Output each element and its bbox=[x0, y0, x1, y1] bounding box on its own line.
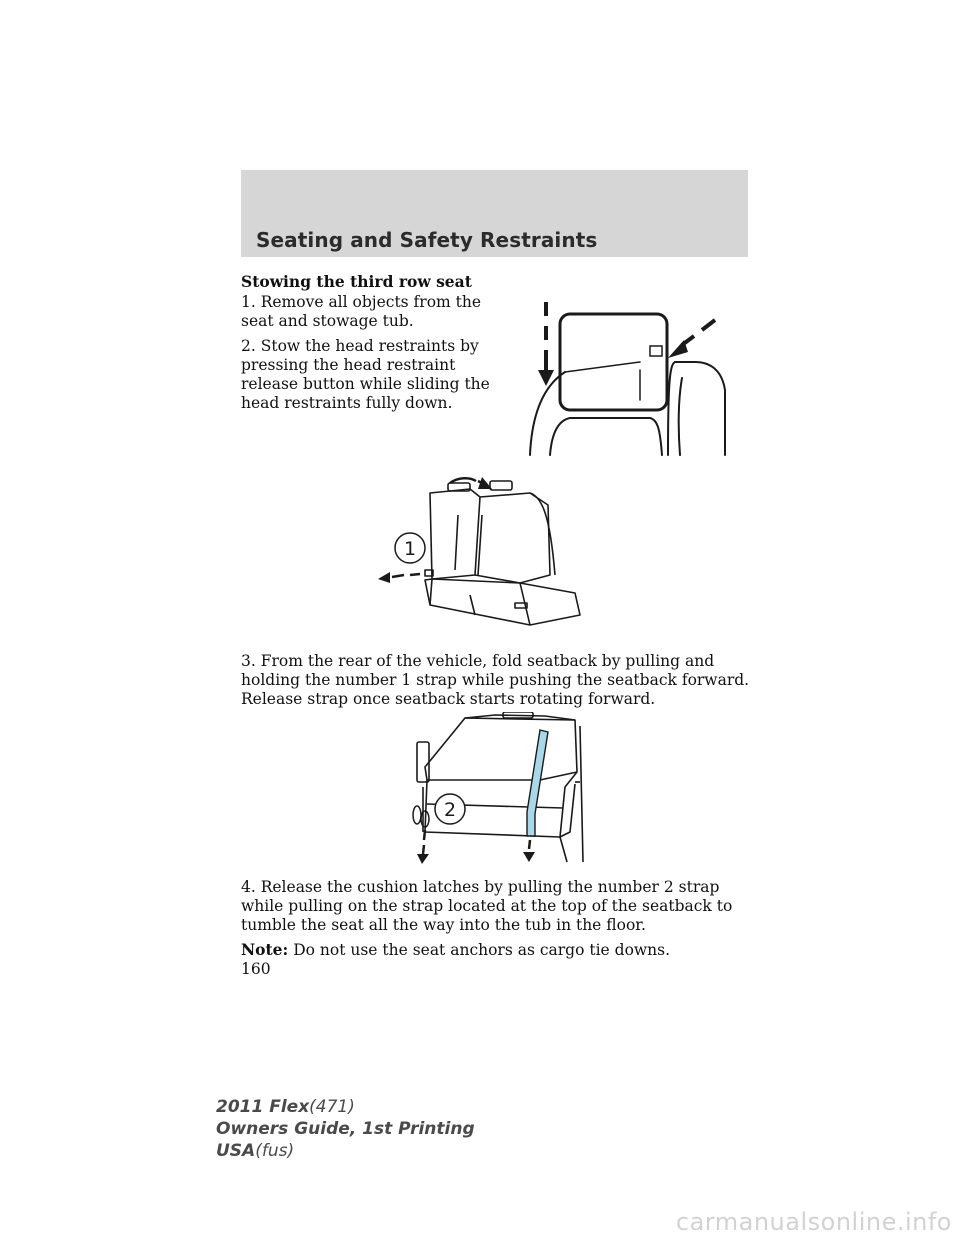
callout-2-label: 2 bbox=[443, 799, 457, 821]
note-text: Do not use the seat anchors as cargo tie downs. bbox=[293, 941, 671, 959]
head-restraint-illustration bbox=[510, 290, 740, 460]
callout-1-label: 1 bbox=[403, 538, 417, 560]
note bbox=[241, 940, 751, 960]
section-title: Seating and Safety Restraints bbox=[256, 228, 598, 252]
page-number: 160 bbox=[241, 960, 271, 978]
footer-region: USA bbox=[216, 1141, 256, 1161]
watermark: carmanualsonline.info bbox=[675, 1208, 952, 1236]
step-1-text: 1. Remove all objects from the seat and stowage tub. bbox=[241, 293, 482, 330]
footer-model: 2011 Flex bbox=[216, 1097, 310, 1117]
section-heading: Stowing the third row seat bbox=[241, 272, 472, 291]
footer-guide: Owners Guide, 1st Printing bbox=[216, 1119, 475, 1139]
footer-model-code: (471) bbox=[309, 1097, 355, 1117]
note-label: Note: bbox=[241, 940, 289, 959]
step-2-text: 2. Stow the head restraints by pressing the head restraint release button while sliding the head restraints fully down. bbox=[241, 337, 490, 412]
folded-seat-strap-2-illustration bbox=[405, 712, 590, 864]
step-3-text: 3. From the rear of the vehicle, fold seatback by pulling and holding the number 1 strap while pushing the seatback forward. Release strap once seatback starts rotating forward. bbox=[241, 652, 750, 708]
step-4-text: 4. Release the cushion latches by pulling the number 2 strap while pulling on the strap located at the top of the seatback to tumble the seat all the way into the tub in the floor. bbox=[241, 878, 733, 934]
print-footer bbox=[216, 1096, 475, 1162]
third-row-seat-strap-1-illustration bbox=[370, 475, 620, 635]
footer-region-code: (fus) bbox=[255, 1141, 295, 1161]
